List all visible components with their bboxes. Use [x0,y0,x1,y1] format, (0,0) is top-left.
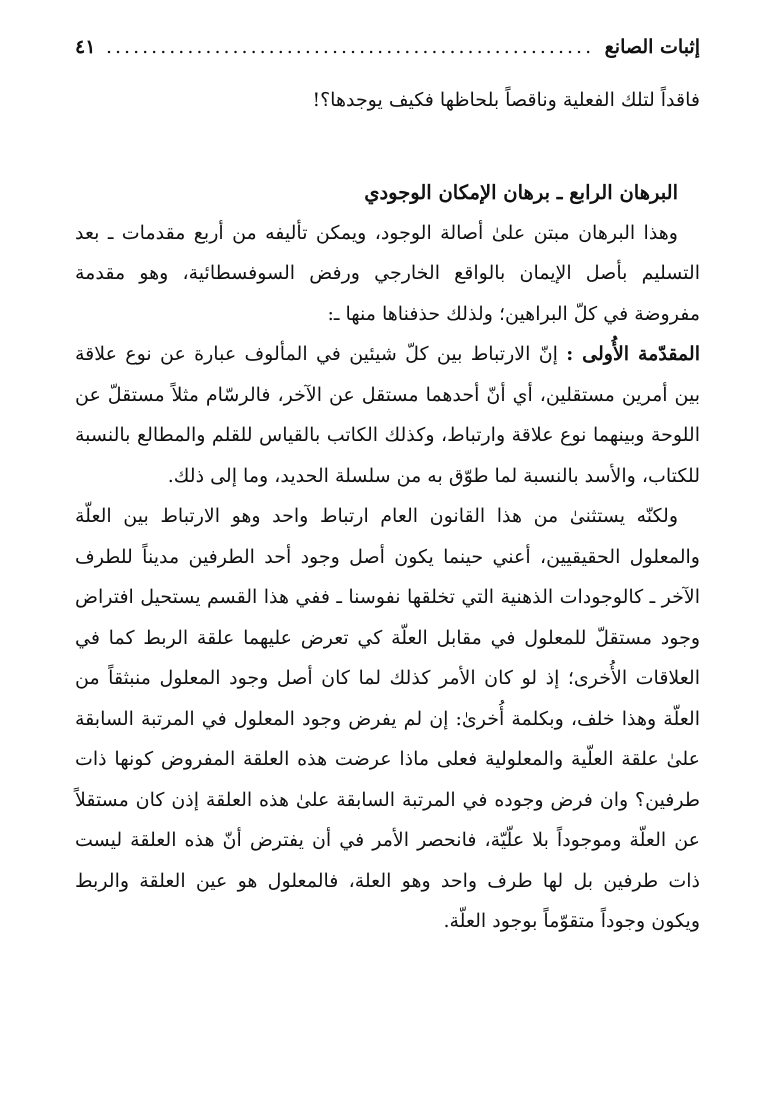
paragraph-first-premise [75,334,700,496]
running-header [75,30,700,64]
first-premise-label: المقدّمة الأُولى : [566,343,700,365]
section-heading: البرهان الرابع ـ برهان الإمكان الوجودي [364,180,678,204]
first-premise-text: إنّ الارتباط بين كلّ شيئين في المألوف عبارة عن نوع علاقة بين أمرين مستقلين، أي أنّ أحدهما مستقل عن الآخر، فالرسّام مثلاً مستقلّ عن اللوحة وبينهما نوع علاقة وارتباط، وكذلك الكاتب بالقياس للقلم والمطالع بالنسبة للكتاب، والأسد بالنسبة لما طوّق به من سلسلة الحديد، وما إلى ذلك. [75,343,700,487]
page-number: ٤١ [75,36,96,58]
chapter-title: إثبات الصانع [604,36,700,58]
leader-dots: ...................................................... [105,36,595,58]
intro-line: فاقداً لتلك الفعلية وناقصاً بلحاظها فكيف يوجدها؟! [312,89,700,111]
paragraph-cause-effect: ولكنّه يستثنىٰ من هذا القانون العام ارتباط واحد وهو الارتباط بين العلّة والمعلول الحقيقيين، أعني حينما يكون أصل وجود أحد الطرفين مديناً للطرف الآخر ـ كالوجودات الذهنية التي تخلقها نفوسنا ـ ففي هذا القسم يستحيل افتراض وجود مستقلّ للمعلول في مقابل العلّة كي تعرض عليهما علقة الربط كما في العلاقات الأُخرى؛ إذ لو كان الأمر كذلك لما كان أصل وجود المعلول منبثقاً من العلّة وهذا خلف، وبكلمة أُخرىٰ: إن لم يفرض وجود المعلول في المرتبة السابقة علىٰ علقة العلّية والمعلولية فعلى ماذا عرضت هذه العلقة المفروض كونها ذات طرفين؟ وان فرض وجوده في المرتبة السابقة علىٰ هذه العلقة إذن كان مستقلاً عن العلّة وموجوداً بلا علّيّة، فانحصر الأمر في أن يفترض أنّ هذه العلقة ليست ذات طرفين بل لها طرف واحد وهو العلة، فالمعلول هو عين العلقة والربط ويكون وجوداً متقوّماً بوجود العلّة. [75,505,700,932]
paragraph-argument-intro: وهذا البرهان مبتن علىٰ أصالة الوجود، ويمكن تأليفه من أربع مقدمات ـ بعد التسليم بأصل الإيمان بالواقع الخارجي ورفض السوفسطائية، وهو مقدمة مفروضة في كلّ البراهين؛ ولذلك حذفناها منها ـ: [75,221,700,325]
